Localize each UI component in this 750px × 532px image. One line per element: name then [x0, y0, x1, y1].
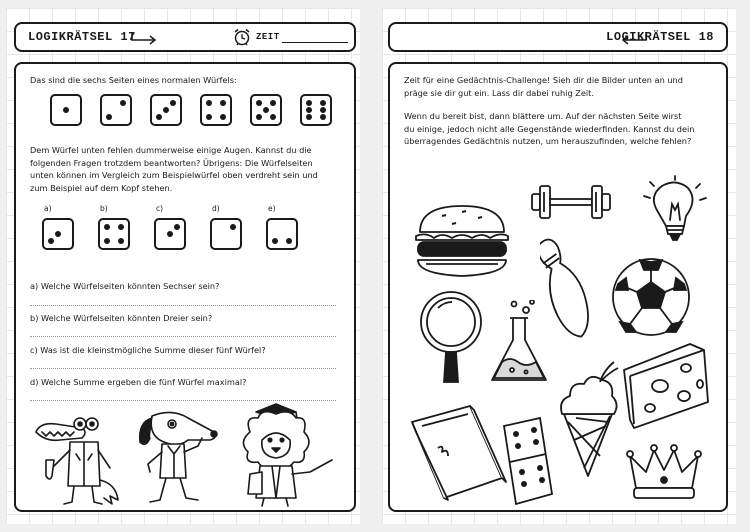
- die-label-a: a): [44, 204, 52, 213]
- die-pip: [48, 238, 54, 244]
- puzzle-die-b: [98, 218, 130, 250]
- die-pip: [206, 114, 212, 120]
- answer-line-a[interactable]: [30, 305, 336, 306]
- die-pip: [320, 107, 326, 113]
- challenge-line: Zeit für eine Gedächtnis-Challenge! Sieh dir die Bilder unten an und: [404, 75, 683, 85]
- crocodile-scientist-illustration: [30, 410, 122, 508]
- die-pip: [120, 100, 126, 106]
- die-pip: [306, 107, 312, 113]
- die-pip: [306, 114, 312, 120]
- instructions-line: überragendes Gedächtnis nutzen, um herauszufinden, welche fehlen?: [404, 136, 692, 147]
- die-pip: [104, 238, 110, 244]
- instructions-text: [404, 110, 694, 148]
- die-pip: [270, 114, 276, 120]
- die-pip: [63, 107, 69, 113]
- puzzle-die-a: [42, 218, 74, 250]
- left-content-box: [14, 62, 356, 512]
- puzzle-die-d: [210, 218, 242, 250]
- right-content-box: [388, 62, 728, 512]
- book-icon: [408, 402, 508, 502]
- die-pip: [163, 107, 169, 113]
- puzzle-die-e: [266, 218, 298, 250]
- die-label-d: d): [212, 204, 220, 213]
- right-header-title: LOGIKRÄTSEL 18: [606, 30, 714, 44]
- die-pip: [174, 224, 180, 230]
- puzzle-die-c: [154, 218, 186, 250]
- explanation-line: zum Beispiel auf dem Kopf stehen.: [30, 182, 173, 193]
- die-pip: [55, 231, 61, 237]
- die-pip: [320, 114, 326, 120]
- ice-cream-icon: [556, 360, 620, 480]
- domino-icon: [500, 416, 556, 506]
- soccer-ball-icon: [610, 256, 692, 338]
- challenge-text: [404, 74, 683, 99]
- die-pip: [286, 238, 292, 244]
- dog-illustration: [132, 408, 222, 508]
- die-pip: [272, 238, 278, 244]
- instructions-line: Wenn du bereit bist, dann blättere um. Auf der nächsten Seite wirst: [404, 111, 682, 121]
- die-pip: [256, 114, 262, 120]
- cheese-icon: [620, 340, 712, 432]
- answer-line-c[interactable]: [30, 368, 336, 369]
- example-die-2: [100, 94, 132, 126]
- lion-professor-illustration: [232, 402, 342, 508]
- flask-icon: [486, 300, 556, 386]
- example-die-1: [50, 94, 82, 126]
- dice-intro-text: Das sind die sechs Seiten eines normalen Würfels:: [30, 75, 237, 85]
- die-pip: [320, 100, 326, 106]
- explanation-text: [30, 144, 318, 194]
- time-label: ZEIT: [256, 32, 280, 42]
- right-header: [388, 22, 728, 52]
- question-a: a) Welche Würfelseiten könnten Sechser sein?: [30, 281, 220, 291]
- crown-icon: [624, 440, 704, 500]
- arrow-right-icon: [130, 29, 158, 45]
- alarm-clock-icon: [232, 27, 252, 47]
- die-pip: [170, 100, 176, 106]
- die-label-b: b): [100, 204, 108, 213]
- explanation-line: folgenden Fragen trotzdem beantworten? Übrigens: Die Würfelseiten: [30, 157, 313, 168]
- magnifier-icon: [416, 288, 486, 384]
- die-pip: [118, 238, 124, 244]
- die-pip: [118, 224, 124, 230]
- die-pip: [106, 114, 112, 120]
- die-pip: [104, 224, 110, 230]
- right-page: [382, 8, 736, 524]
- question-c: c) Was ist die kleinstmögliche Summe dieser fünf Würfel?: [30, 345, 266, 355]
- die-pip: [156, 114, 162, 120]
- answer-line-d[interactable]: [30, 400, 336, 401]
- example-die-4: [200, 94, 232, 126]
- die-pip: [306, 100, 312, 106]
- die-pip: [167, 231, 173, 237]
- question-d: d) Welche Summe ergeben die fünf Würfel maximal?: [30, 377, 247, 387]
- explanation-line: Dem Würfel unten fehlen dummerweise einige Augen. Kannst du die: [30, 145, 312, 155]
- die-pip: [256, 100, 262, 106]
- instructions-line: du einige, jedoch nicht alle Gegenstände wiederfinden. Kannst du dein: [404, 123, 695, 134]
- die-pip: [220, 114, 226, 120]
- left-page: [6, 8, 360, 524]
- light-bulb-icon: [640, 174, 710, 248]
- example-die-5: [250, 94, 282, 126]
- example-die-6: [300, 94, 332, 126]
- die-pip: [263, 107, 269, 113]
- question-b: b) Welche Würfelseiten könnten Dreier sein?: [30, 313, 213, 323]
- example-die-3: [150, 94, 182, 126]
- time-input-line[interactable]: [282, 42, 348, 43]
- die-label-c: c): [156, 204, 164, 213]
- challenge-line: präge sie dir gut ein. Lass dir dabei ruhig Zeit.: [404, 87, 594, 98]
- die-pip: [206, 100, 212, 106]
- left-header-title: LOGIKRÄTSEL 17: [28, 30, 136, 44]
- answer-line-b[interactable]: [30, 336, 336, 337]
- die-pip: [270, 100, 276, 106]
- explanation-line: unten können im Vergleich zum Beispielwürfel oben verdreht sein und: [30, 170, 318, 181]
- left-header: [14, 22, 356, 52]
- die-pip: [230, 224, 236, 230]
- die-label-e: e): [268, 204, 276, 213]
- dumbbell-icon: [530, 180, 612, 224]
- die-pip: [220, 100, 226, 106]
- burger-icon: [412, 202, 512, 280]
